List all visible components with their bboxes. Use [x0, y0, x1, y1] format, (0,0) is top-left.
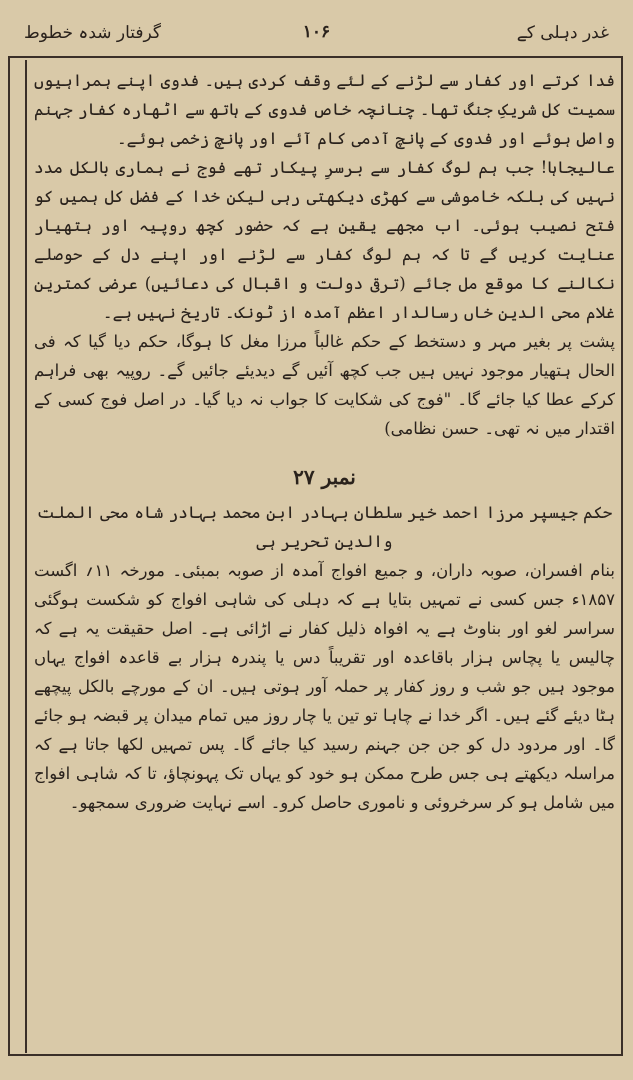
paragraph-3: پشت پر بغیر مہر و دستخط کے حکم غالباً مرزا مغل کا ہوگا، حکم دیا گیا کہ فی الحال ہتھیار موجود نہیں ہیں جب کچھ آئیں گے دیدیئے جائیں گے۔ روپیہ بھی فراہم کرکے عطا کیا جائے گا۔ "فوج کی شکایت کا جواب نہ دیا گیا۔ در اصل فوج کسی کے اقتدار میں نہ تھی۔ حسن نظامی) [34, 332, 615, 438]
order-heading: حکم جیسپر مرزا احمد خیر سلطان بہادر ابن محمد بہادر شاہ محی الملت والدین تحریر ہی [36, 503, 613, 551]
document-number: نمبر ۲۷ [293, 465, 356, 489]
chapter-title: گرفتار شدہ خطوط [24, 23, 162, 43]
paragraph-2: عالیجاہا! جب ہم لوگ کفار سے برسرِ پیکار تھے فوج نے ہماری بالکل مدد نہیں کی بلکہ خاموشی سے کھڑی دیکھتی رہی لیکن خدا کے فضل کل ہمیں کو فتح نصیب ہوئی۔ اب مجھے یقین ہے کہ حضور کچھ روپیہ اور ہتھیار عنایت کریں گے تا کہ ہم لوگ کفار سے لڑنے اور اپنے دل کے حوصلے نکالنے کا موقع مل جائے (ترقی دولت و اقبال کی دعائیں) عرضی کمترین غلام محی الدین خاں رسالدار اعظم آمدہ از ٹونک۔ تاریخ نہیں ہے۔ [34, 158, 615, 322]
paragraph-1: فدا کرتے اور کفار سے لڑنے کے لئے وقف کردی ہیں۔ فدوی اپنے ہمراہیوں سمیت کل شریکِ جنگ تھا۔ چنانچہ خاص فدوی کے ہاتھ سے اٹھارہ کفار جہنم واصل ہوئے اور فدوی کے پانچ آدمی کام آئے اور پانچ زخمی ہوئے۔ [34, 71, 615, 148]
margin-rule [25, 60, 27, 1053]
page-header [16, 22, 617, 52]
body-text [34, 66, 615, 817]
paragraph-4: بنام افسران، صوبہ داران، و جمیع افواج آمدہ از صوبہ بمبئی۔ مورخہ ۱۱؍ اگست ۱۸۵۷ء جس کسی نے تمہیں بتایا ہے کہ دہلی کی شاہی افواج کو شکست ہوگئی سراسر لغو اور بناوٹ ہے یہ افواہ ذلیل کفار نے اڑائی ہے۔ اصل حقیقت یہ ہے کہ چالیس یا پچاس ہزار باقاعدہ اور تقریباً دس یا پندرہ ہزار بے قاعدہ افواج یہاں موجود ہیں جو شب و روز کفار پر حملہ آور ہوتی ہیں۔ ان کے مورچے بالکل پیچھے ہٹا دیئے گئے ہیں۔ اگر خدا نے چاہا تو تین یا چار روز میں تمام میدان پر قبضہ ہو جائے گا۔ اور مردود دل کو جن جن جہنم رسید کیا جائے گا۔ پس تمہیں لکھا جاتا ہے کہ مراسلہ دیکھتے ہی جس طرح ممکن ہو خود کو یہاں تک پہونچاؤ، تا کہ شاہی افواج میں شامل ہو کر سرخروئی و ناموری حاصل کرو۔ اسے نہایت ضروری سمجھو۔ [34, 561, 615, 812]
page-number: ۱۰۶ [302, 22, 331, 42]
running-title: غدر دہلی کے [516, 23, 609, 43]
